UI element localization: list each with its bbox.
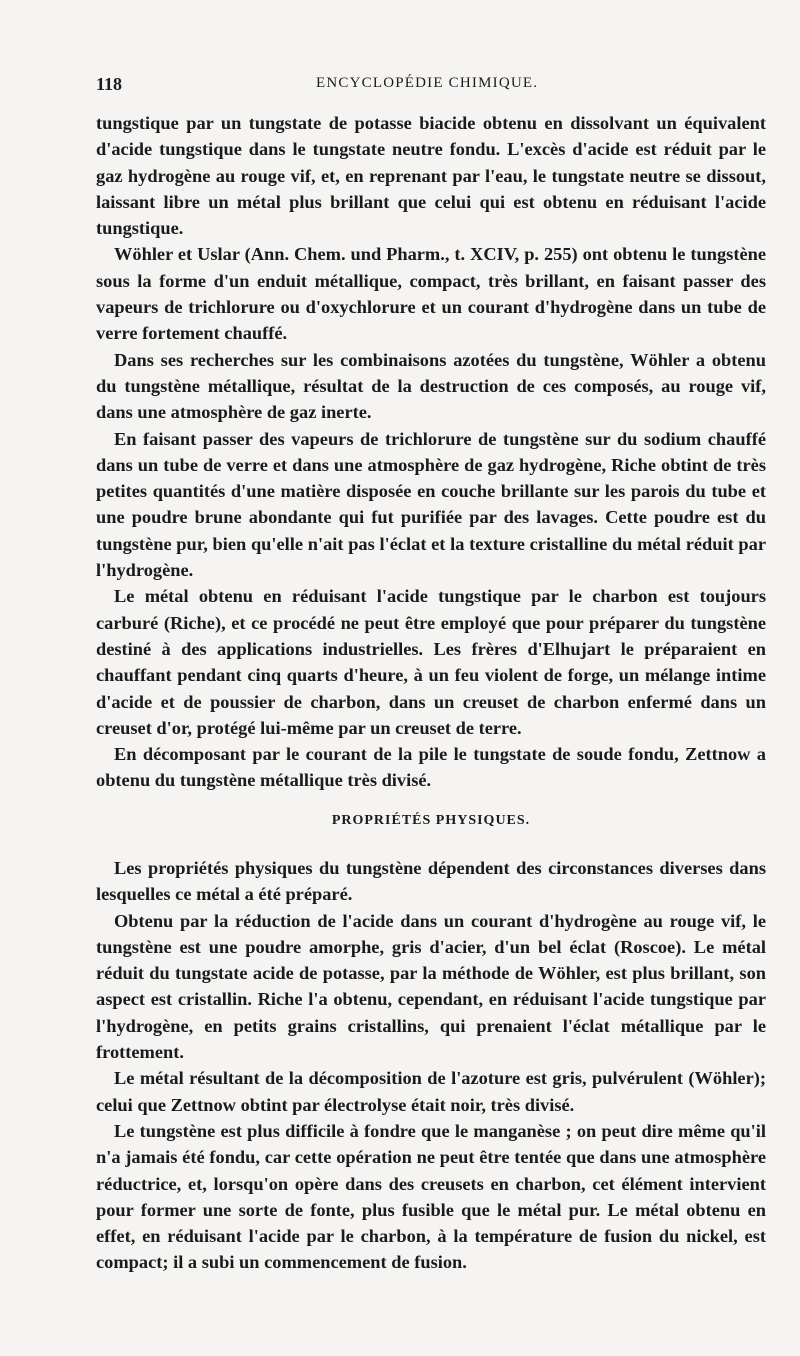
paragraph: Le tungstène est plus difficile à fondre que le manganèse ; on peut dire même qu'il n'a jamais été fondu, car cette opération ne peut être tentée que dans une atmosphère réductrice, et, lorsqu'on opère dans des creusets en charbon, cet élément intervient pour former une sorte de fonte, plus fusible que le métal pur. Le métal obtenu en effet, en réduisant l'acide par le charbon, à la température de fusion du nickel, est compact; il a subi un commencement de fusion. (96, 1120, 766, 1273)
body-text-top (96, 110, 766, 794)
paragraph: Wöhler et Uslar (Ann. Chem. und Pharm., t. XCIV, p. 255) ont obtenu le tungstène sous la forme d'un enduit métallique, compact, très brillant, en faisant passer des vapeurs de trichlorure ou d'oxychlorure et un courant d'hydrogène dans un tube de verre fortement chauffé. (96, 244, 766, 344)
paragraph: En décomposant par le courant de la pile le tungstate de soude fondu, Zettnow a obtenu du tungstène métallique très divisé. (96, 744, 766, 791)
page-number: 118 (96, 74, 123, 94)
paragraph: Obtenu par la réduction de l'acide dans un courant d'hydrogène au rouge vif, le tungstène est une poudre amorphe, gris d'acier, d'un bel éclat (Roscoe). Le métal réduit du tungstate acide de potasse, par la méthode de Wöhler, est plus brillant, son aspect est cristallin. Riche l'a obtenu, cependant, en réduisant l'acide tungstique par l'hydrogène, en petits grains cristallins, qui prenaient l'éclat métallique par le frottement. (96, 910, 766, 1063)
paragraph: Les propriétés physiques du tungstène dépendent des circonstances diverses dans lesquelles ce métal a été préparé. (96, 858, 766, 905)
paragraph: Le métal obtenu en réduisant l'acide tungstique par le charbon est toujours carburé (Riche), et ce procédé ne peut être employé que pour préparer du tungstène destiné à des applications industrielles. Les frères d'Elhujart le préparaient en chauffant pendant cinq quarts d'heure, à un feu violent de forge, un mélange intime d'acide et de poussier de charbon, dans un creuset de charbon enfermé dans un creuset d'or, protégé lui-même par un creuset de terre. (96, 586, 766, 738)
paragraph: tungstique par un tungstate de potasse biacide obtenu en dissolvant un équivalent d'acide tungstique dans le tungstate neutre fondu. L'excès d'acide est réduit par le gaz hydrogène au rouge vif, et, en reprenant par l'eau, le tungstate neutre se dissout, laissant libre un métal plus brillant que celui qui est obtenu en réduisant l'acide tungstique. (96, 113, 766, 239)
page-header (96, 74, 766, 98)
paragraph: Dans ses recherches sur les combinaisons azotées du tungstène, Wöhler a obtenu du tungstène métallique, résultat de la destruction de ces composés, au rouge vif, dans une atmosphère de gaz inerte. (96, 349, 766, 423)
paragraph: En faisant passer des vapeurs de trichlorure de tungstène sur du sodium chauffé dans un tube de verre et dans une atmosphère de gaz hydrogène, Riche obtint de très petites quantités d'une matière disposée en couche brillante sur les parois du tube et une poudre brune abondante qui fut purifiée par des lavages. Cette poudre est du tungstène pur, bien qu'elle n'ait pas l'éclat et la texture cristalline du métal réduit par l'hydrogène. (96, 428, 766, 581)
body-text-bottom (96, 855, 766, 1276)
section-title: PROPRIÉTÉS PHYSIQUES. (331, 813, 531, 828)
paragraph: Le métal résultant de la décomposition de l'azoture est gris, pulvérulent (Wöhler); celui que Zettnow obtint par électrolyse était noir, très divisé. (96, 1068, 766, 1115)
running-title: ENCYCLOPÉDIE CHIMIQUE. (316, 75, 539, 91)
